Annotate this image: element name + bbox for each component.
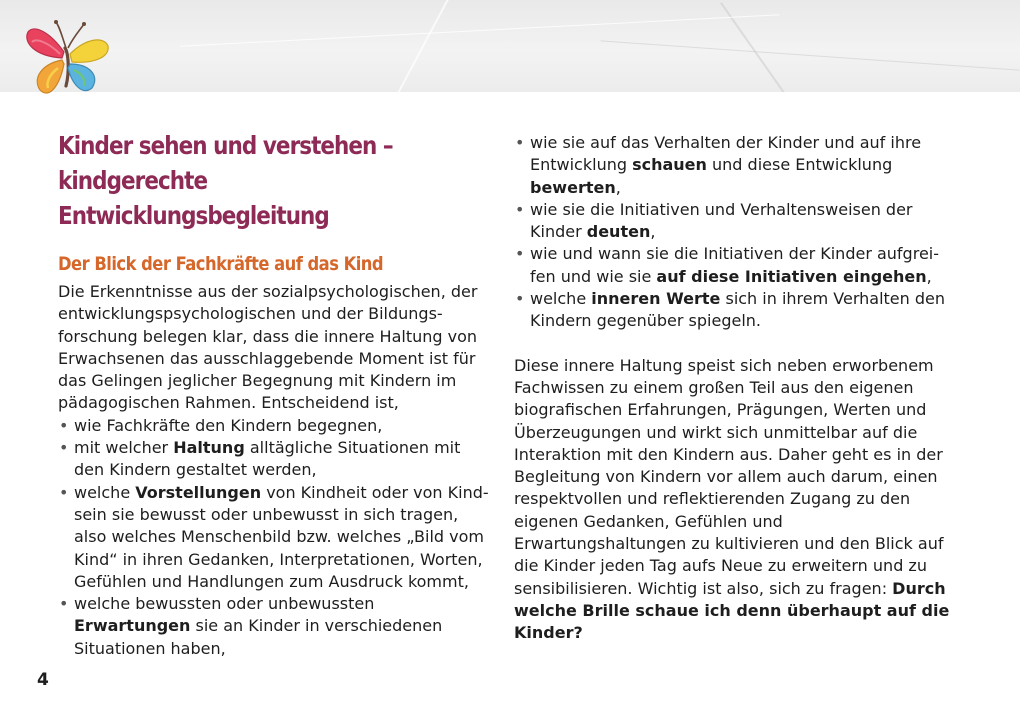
list-item: • wie und wann sie die Initiativen der Kinder aufgreifen und wie sie auf diese Initiativen eingehen, xyxy=(514,243,954,288)
right-column xyxy=(514,132,954,645)
criteria-list-continued xyxy=(514,132,954,333)
left-column xyxy=(58,128,490,660)
list-item: • wie Fachkräfte den Kindern begegnen, xyxy=(58,415,490,437)
list-item: • welche bewussten oder unbewussten Erwartungen sie an Kinder in verschiedenen Situationen haben, xyxy=(58,593,490,660)
body-paragraph: Diese innere Haltung speist sich neben erworbenem Fachwissen zu einem großen Teil aus den eigenen biografischen Erfahrungen, Prägungen, Werten und Überzeugungen und wirkt sich unmittelbar auf die Interaktion mit den Kindern aus. Daher geht es in der Begleitung von Kindern vor allem auch darum, einen respektvollen und reflektierenden Zugang zu den eigenen Gedanken, Gefühlen und Erwartungshaltungen zu kultivieren und den Blick auf die Kinder jeden Tag aufs Neue zu erweitern und zu sensibilisieren. Wichtig ist also, sich zu fragen: Durch welche Brille schaue ich denn überhaupt auf die Kinder? xyxy=(514,355,950,643)
page-number: 4 xyxy=(37,670,49,690)
intro-paragraph: Die Erkenntnisse aus der sozialpsychologischen, der entwicklungspsychologischen und der Bildungsforschung belegen klar, dass die innere Haltung von Erwachsenen das ausschlaggebende Moment ist für das Gelingen jeglicher Begegnung mit Kindern im pädagogischen Rahmen. Entscheidend ist, xyxy=(58,282,478,413)
header-banner xyxy=(0,0,1020,92)
list-item: • wie sie die Initiativen und Verhaltensweisen der Kinder deuten, xyxy=(514,199,954,244)
page-title: Kinder sehen und verstehen – kindgerechte Entwicklungsbegleitung xyxy=(58,131,393,230)
list-item: • wie sie auf das Verhalten der Kinder und auf ihre Entwicklung schauen und diese Entwicklung bewerten, xyxy=(514,132,954,199)
closing-question: Durch welche Brille schaue ich denn überhaupt auf die Kinder? xyxy=(514,578,950,643)
list-item: • welche Vorstellungen von Kindheit oder von Kindsein sie bewusst oder unbewusst in sich tragen, also welches Menschenbild bzw. welches „Bild vom Kind“ in ihren Gedanken, Interpretationen, Worten, Gefühlen und Handlungen zum Ausdruck kommt, xyxy=(58,482,490,593)
list-item: • mit welcher Haltung alltägliche Situationen mit den Kindern gestaltet werden, xyxy=(58,437,490,482)
criteria-list xyxy=(58,415,490,660)
list-item: • welche inneren Werte sich in ihrem Verhalten den Kindern gegenüber spiegeln. xyxy=(514,288,954,333)
butterfly-icon xyxy=(20,12,120,104)
section-subtitle: Der Blick der Fachkräfte auf das Kind xyxy=(58,253,384,275)
